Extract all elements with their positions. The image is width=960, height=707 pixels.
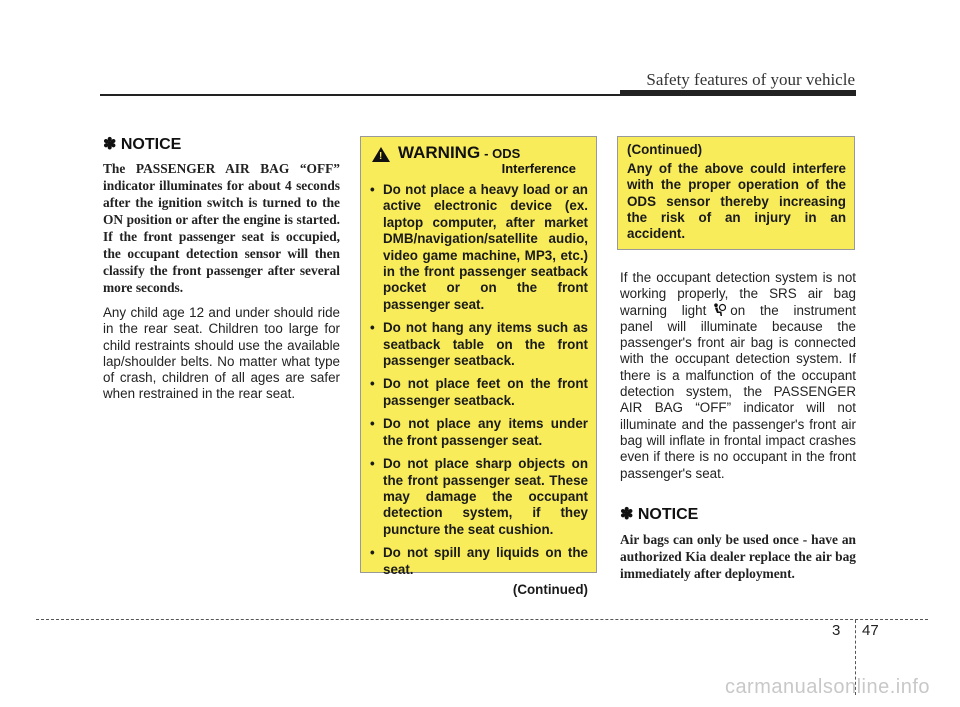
continued-text: Any of the above could interfere with the proper operation of the ODS sensor thereby increasing the risk of an injury in an accident. <box>627 161 846 242</box>
warning-item: • Do not hang any items such as seatback table on the front passenger seatback. <box>370 320 588 369</box>
child-safety-text: Any child age 12 and under should ride in the rear seat. Children too large for child restraints should use the available lap/shoulder belts. No matter what type of crash, children of all ages are safer when restrained in the rear seat. <box>103 305 340 402</box>
right-column <box>620 270 856 582</box>
notice-text-2: Air bags can only be used once - have an authorized Kia dealer replace the air bag immediately after deployment. <box>620 531 856 581</box>
warning-item: • Do not spill any liquids on the seat. <box>370 545 588 578</box>
warning-continued: (Continued) <box>512 581 588 597</box>
left-column <box>103 134 340 403</box>
watermark: carmanualsonline.info <box>724 676 930 698</box>
notice-heading-2: ✽ NOTICE <box>620 505 699 523</box>
warning-title: WARNING <box>398 143 481 162</box>
notice-text: The PASSENGER AIR BAG “OFF” indicator illuminates for about 4 seconds after the ignition switch is turned to the ON position or after the engine is started. If the front passenger seat is occupied, the occupant detection sensor will then classify the front passenger after several more seconds. <box>103 161 340 295</box>
chapter-number: 3 <box>832 622 841 639</box>
warning-item: • Do not place a heavy load or an active electronic device (ex. laptop computer, after market DMB/navigation/satellite audio, video game machine, MP3, etc.) in the front passenger seatback pocket or on the front passenger seat. <box>370 182 588 313</box>
notice-heading: ✽ NOTICE <box>103 136 182 153</box>
section-header: Safety features of your vehicle <box>646 70 855 89</box>
warning-list <box>370 182 588 578</box>
page-number: 47 <box>862 622 879 639</box>
warning-subtitle-2: Interference <box>501 161 576 176</box>
ods-malfunction-text <box>620 270 856 482</box>
warning-item: • Do not place any items under the front passenger seat. <box>370 416 588 449</box>
continued-box <box>617 136 855 250</box>
warning-triangle-icon: ! <box>372 147 390 162</box>
airbag-warning-icon <box>712 303 726 317</box>
ods-text-before-icon: If the occupant detection system is not working properly, the SRS air bag warning light <box>620 270 856 318</box>
warning-subtitle: - ODS <box>484 146 521 161</box>
continued-title: (Continued) <box>627 142 703 157</box>
ods-text-after-icon: on the instrument panel will illuminate because the passenger's front air bag is connected with the occupant detection system. If there is a malfunction of the occupant detection system, the PASSENGER AIR BAG “OFF” indicator will not illuminate and the passenger's front air bag will inflate in frontal impact crashes even if there is no occupant in the front passenger's seat. <box>620 302 856 481</box>
footer-rule <box>36 619 928 620</box>
warning-item: • Do not place sharp objects on the front passenger seat. These may damage the occupant detection system, if they puncture the seat cushion. <box>370 456 588 538</box>
header-rule-thick <box>620 90 856 96</box>
warning-title-row <box>370 143 588 163</box>
warning-item: • Do not place feet on the front passenger seatback. <box>370 376 588 409</box>
warning-box <box>360 136 597 597</box>
